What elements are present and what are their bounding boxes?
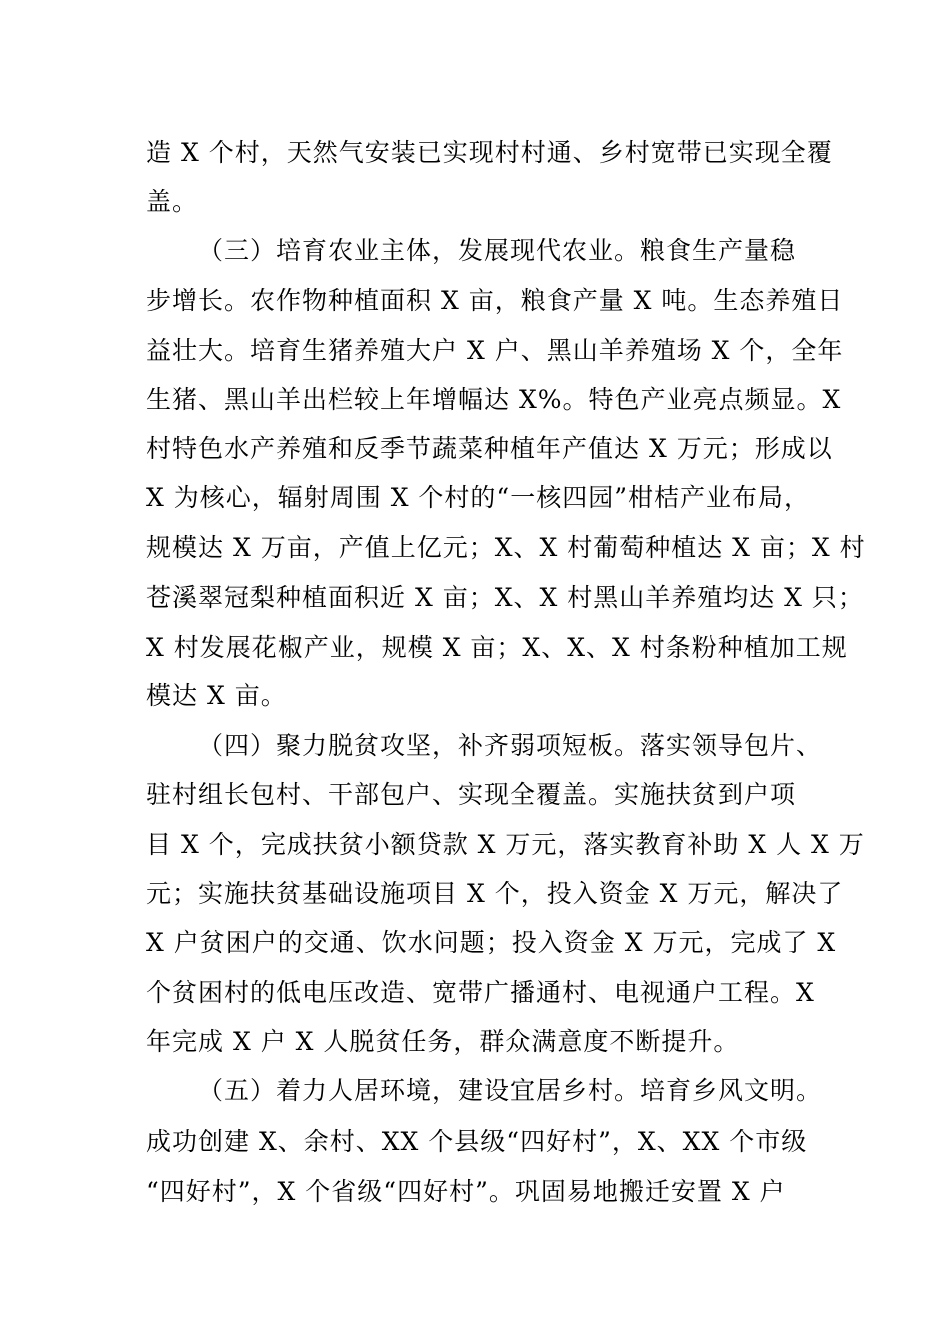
text-line: 益壮大。培育生猪养殖大户 X 户、黑山羊养殖场 X 个，全年 [146,336,844,365]
text-line: X 村发展花椒产业，规模 X 亩；X、X、X 村条粉种植加工规 [146,633,848,662]
text-line: 个贫困村的低电压改造、宽带广播通村、电视通户工程。X [146,978,815,1007]
text-line: 成功创建 X、余村、XX 个县级“四好村”，X、XX 个市级 [146,1127,808,1156]
text-line: 模达 X 亩。 [146,681,287,710]
text-line: 造 X 个村，天然气安装已实现村村通、乡村宽带已实现全覆 [146,138,833,167]
text-line: 元；实施扶贫基础设施项目 X 个，投入资金 X 万元，解决了 [146,879,844,908]
text-line: 村特色水产养殖和反季节蔬菜种植年产值达 X 万元；形成以 [146,434,833,463]
text-line: 规模达 X 万亩，产值上亿元；X、X 村葡萄种植达 X 亩；X 村 [146,533,866,562]
text-line: 步增长。农作物种植面积 X 亩，粮食产量 X 吨。生态养殖日 [146,286,844,315]
section-heading-line: （三）培育农业主体，发展现代农业。粮食生产量稳 [198,236,797,265]
section-heading-line: （四）聚力脱贫攻坚，补齐弱项短板。落实领导包片、 [198,731,823,760]
section-heading-line: （五）着力人居环境，建设宜居乡村。培育乡风文明。 [198,1076,823,1105]
text-line: 年完成 X 户 X 人脱贫任务，群众满意度不断提升。 [146,1027,740,1056]
text-line: “四好村”，X 个省级“四好村”。巩固易地搬迁安置 X 户 [146,1177,786,1206]
text-line: 目 X 个，完成扶贫小额贷款 X 万元，落实教育补助 X 人 X 万 [146,830,865,859]
text-line: X 户贫困户的交通、饮水问题；投入资金 X 万元，完成了 X [146,928,837,957]
text-line: X 为核心，辐射周围 X 个村的“一核四园”柑桔产业布局， [146,483,810,512]
text-line: 生猪、黑山羊出栏较上年增幅达 X%。特色产业亮点频显。X [146,385,842,414]
text-line: 苍溪翠冠梨种植面积近 X 亩；X、X 村黑山羊养殖均达 X 只； [146,583,864,612]
text-line: 盖。 [146,187,199,216]
text-line: 驻村组长包村、干部包户、实现全覆盖。实施扶贫到户项 [146,780,797,809]
